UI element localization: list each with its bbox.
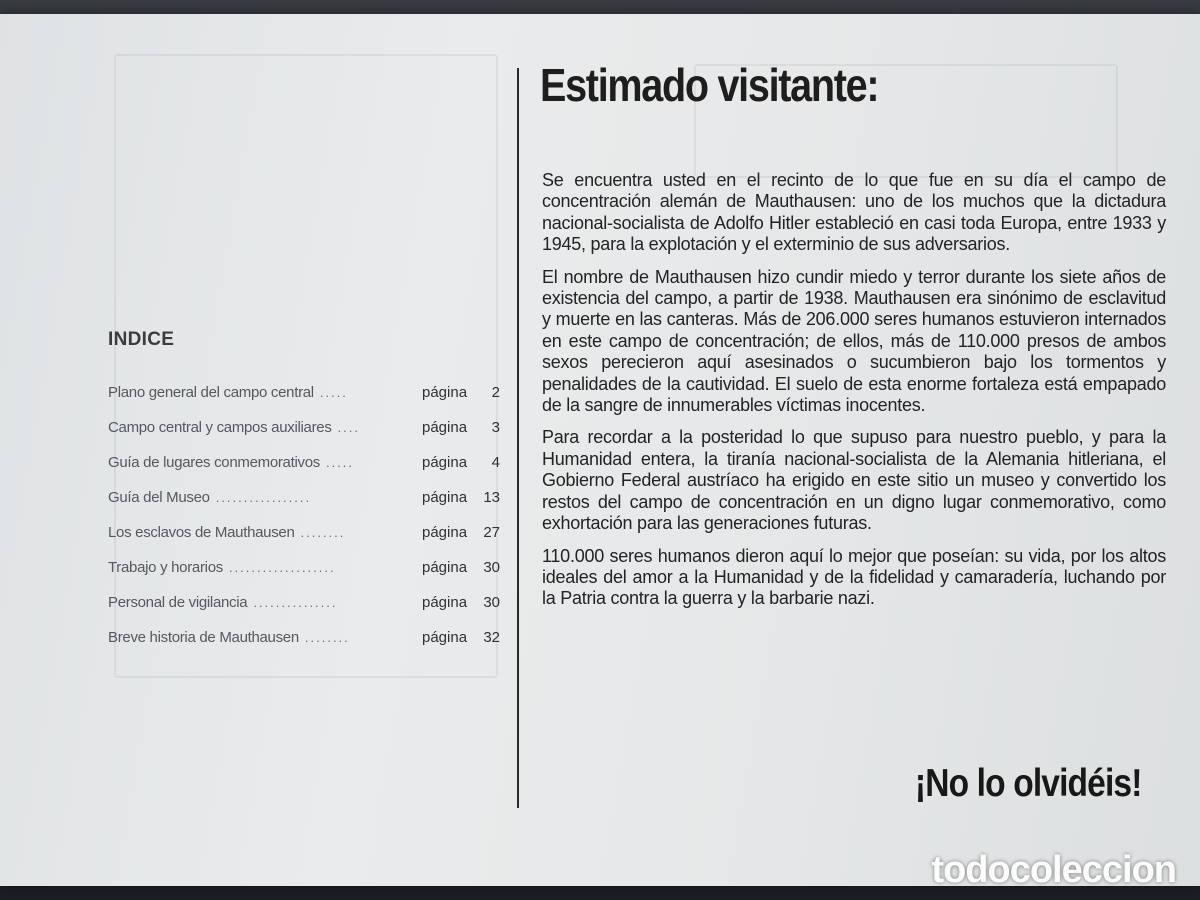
toc-entry-label: Campo central y campos auxiliares <box>108 419 332 436</box>
toc-entry-label: Personal de vigilancia <box>108 594 248 611</box>
toc-entry <box>108 454 500 489</box>
letter-paragraph: Para recordar a la posteridad lo que supuso para nuestro pueblo, y para la Humanidad entera, la tiranía nacional-socialista de la Alemania hitleriana, el Gobierno Federal austríaco ha erigido en este sitio un museo y convertido los restos del campo de concentración en un digno lugar conmemorativo, como exhortación para las generaciones futuras. <box>542 427 1166 534</box>
toc-leader-dots: ........ <box>304 630 350 645</box>
toc-leader-dots: ................. <box>215 490 312 505</box>
toc-page-word: página <box>422 524 468 541</box>
toc-page-ref <box>422 559 500 576</box>
toc-entry-label: Guía del Museo <box>108 489 210 506</box>
closing-exclamation: ¡No lo olvidéis! <box>915 762 1142 805</box>
toc-entry <box>108 594 500 629</box>
toc-page-word: página <box>422 454 468 471</box>
toc-page-word: página <box>422 559 468 576</box>
watermark-logo: todocoleccion <box>931 849 1176 891</box>
toc-page-number: 13 <box>483 489 500 506</box>
toc-entry <box>108 489 500 524</box>
toc-page-number: 2 <box>491 384 500 401</box>
letter-body <box>542 170 1166 621</box>
toc-entry <box>108 629 500 664</box>
toc-page-ref <box>422 489 500 506</box>
toc-page-number: 3 <box>491 419 500 436</box>
toc-leader-dots: ........ <box>300 525 346 540</box>
toc-entry-label: Plano general del campo central <box>108 384 314 401</box>
toc-page-ref <box>422 384 500 401</box>
index-title: INDICE <box>108 329 175 350</box>
table-of-contents <box>108 384 500 664</box>
toc-entry-label: Los esclavos de Mauthausen <box>108 524 295 541</box>
toc-page-number: 30 <box>483 559 500 576</box>
toc-leader-dots: .... <box>337 420 360 435</box>
toc-entry-label: Breve historia de Mauthausen <box>108 629 299 646</box>
toc-page-number: 30 <box>483 594 500 611</box>
toc-leader-dots: ..... <box>325 455 355 470</box>
toc-page-ref <box>422 419 500 436</box>
toc-entry <box>108 524 500 559</box>
toc-entry <box>108 384 500 419</box>
toc-entry-label: Guía de lugares conmemorativos <box>108 454 320 471</box>
toc-page-ref <box>422 629 500 646</box>
toc-page-number: 4 <box>491 454 500 471</box>
toc-page-number: 32 <box>483 629 500 646</box>
letter-paragraph: 110.000 seres humanos dieron aquí lo mejor que poseían: su vida, por los altos ideales del amor a la Humanidad y de la fidelidad y camaradería, luchando por la Patria contra la guerra y la barbarie nazi. <box>542 545 1166 609</box>
toc-leader-dots: ..... <box>319 385 348 400</box>
letter-heading: Estimado visitante: <box>540 59 879 111</box>
column-divider <box>517 68 519 808</box>
toc-page-ref <box>422 594 500 611</box>
toc-page-number: 27 <box>483 524 500 541</box>
toc-entry <box>108 419 500 454</box>
toc-page-ref <box>422 524 500 541</box>
toc-page-word: página <box>422 384 468 401</box>
toc-page-word: página <box>422 489 468 506</box>
letter-paragraph: Se encuentra usted en el recinto de lo que fue en su día el campo de concentración alemán de Mauthausen: uno de los muchos que la dictadura nacional-socialista de Adolfo Hitler estableció en casi toda Europa, entre 1933 y 1945, para la explotación y el exterminio de sus adversarios. <box>542 170 1166 255</box>
toc-entry <box>108 559 500 594</box>
toc-entry-label: Trabajo y horarios <box>108 559 223 576</box>
toc-leader-dots: ............... <box>253 595 338 610</box>
toc-page-word: página <box>422 629 468 646</box>
toc-page-word: página <box>422 419 468 436</box>
letter-paragraph: El nombre de Mauthausen hizo cundir miedo y terror durante los siete años de existencia del campo, a partir de 1938. Mauthausen era sinónimo de esclavitud y muerte en las canteras. Más de 206.000 seres humanos estuvieron internados en este campo de concentración; de ellos, más de 110.000 presos de ambos sexos perecieron aquí asesinados o sucumbieron bajo los tormentos y penalidades de la cautividad. El suelo de esta enorme fortaleza está empapado de la sangre de innumerables víctimas inocentes. <box>542 266 1166 416</box>
toc-leader-dots: ................... <box>228 560 336 575</box>
toc-page-ref <box>422 454 500 471</box>
toc-page-word: página <box>422 594 468 611</box>
